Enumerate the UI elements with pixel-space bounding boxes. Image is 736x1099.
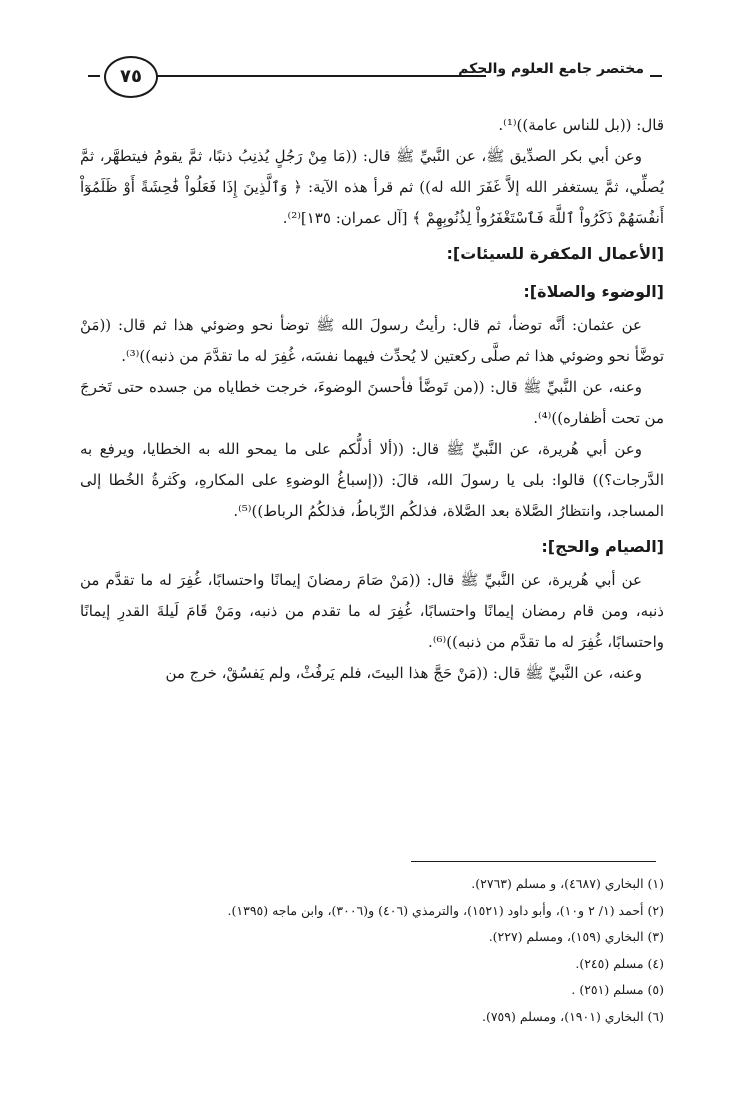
footnote-1: (١) البخاري (٤٦٨٧)، و مسلم (٢٧٦٣). — [471, 876, 664, 891]
paragraph-5: وعن أبي هُريرة، عن النَّبيِّ ﷺ قال: ((ألا أدلُّكم على ما يمحو الله به الخطايا، ويرفع به الدَّرجات؟)) قالوا: بلى يا رسولَ الله، قالَ: ((إسباغُ الوضوءِ على المكارهِ، وكَثرةُ الخُطا إلى المساجد، وانتظارُ الصَّلاة بعد الصَّلاة، فذلكُم الرِّباطُ، فذلكُمُ الرباط))⁽⁵⁾. — [80, 440, 664, 520]
paragraph-6: عن أبي هُريرة، عن النَّبيِّ ﷺ قال: ((مَنْ صَامَ رمضانَ إيمانًا واحتسابًا، غُفِرَ له ما تقدَّم من ذنبه، ومن قام رمضان إيمانًا واحتسابًا، غُفِرَ له ما تقدم من ذنبه، ومَنْ قَامَ لَيلةَ القدرِ إيمانًا واحتسابًا، غُفِرَ له ما تقدَّم من ذنبه))⁽⁶⁾. — [80, 571, 664, 651]
footnote-4: (٤) مسلم (٢٤٥). — [575, 955, 664, 971]
paragraph-2: وعن أبي بكر الصدِّيق ﷺ، عن النَّبيِّ ﷺ قال: ((مَا مِنْ رَجُلٍ يُذنِبُ ذنبًا، ثمَّ يقومُ فيتطهَّر، ثمَّ يُصلِّي، ثمَّ يستغفر الله إلاَّ غَفَرَ الله له)) ثم قرأ هذه الآية: ﴿ وَٱلَّذِينَ إِذَا فَعَلُواْ فَٰحِشَةً أَوْ ظَلَمُوٓاْ أَنفُسَهُمْ ذَكَرُواْ ٱللَّهَ فَٱسْتَغْفَرُواْ لِذُنُوبِهِمْ ﴾ [آل عمران: ١٣٥]⁽²⁾. — [80, 147, 664, 227]
header-dash-left — [88, 75, 100, 77]
running-title: مختصر جامع العلوم والحكم — [458, 61, 644, 77]
footnotes — [80, 871, 664, 1030]
paragraph-3: عن عثمان: أنَّه توضأ، ثم قال: رأيتُ رسولَ الله ﷺ توضأ نحو وضوئي هذا ثم قال: ((مَنْ توضَّأ نحو وضوئي هذا ثم صلَّى ركعتين لا يُحدِّث فيهما نفسَه، غُفِرَ له ما تقدَّمَ من ذنبه))⁽³⁾. — [80, 316, 664, 365]
header-rule — [152, 75, 486, 77]
header-dash-right — [650, 75, 662, 77]
section-heading-expiating-deeds: [الأعمال المكفرة للسيئات]: — [446, 244, 664, 263]
footnote-5: (٥) مسلم (٢٥١) . — [571, 982, 664, 997]
paragraph-1: قال: ((بل للناس عامة))⁽¹⁾. — [498, 116, 664, 134]
paragraph-4: وعنه، عن النَّبيِّ ﷺ قال: ((من تَوضَّأ فأحسنَ الوضوءَ، خرجت خطاياه من جسده حتى تَخرجَ من تحت أظفاره))⁽⁴⁾. — [80, 378, 664, 427]
footnote-2: (٢) أحمد (١/ ٢ و١٠)، وأبو داود (١٥٢١)، والترمذي (٤٠٦) و(٣٠٠٦)، وابن ماجه (١٣٩٥). — [227, 902, 664, 918]
paragraph-7: وعنه، عن النَّبيِّ ﷺ قال: ((مَنْ حَجَّ هذا البيتَ، فلم يَرفُثْ، ولم يَفسُقْ، خرج من — [165, 664, 642, 682]
page-header — [78, 52, 662, 100]
page-number: ٧٥ — [104, 56, 158, 98]
footnote-separator — [411, 861, 656, 862]
footnote-6: (٦) البخاري (١٩٠١)، ومسلم (٧٥٩). — [481, 1008, 664, 1024]
footnote-3: (٣) البخاري (١٥٩)، ومسلم (٢٢٧). — [488, 929, 664, 944]
section-heading-fasting-hajj: [الصيام والحج]: — [541, 537, 664, 556]
section-heading-ablution-prayer: [الوضوء والصلاة]: — [523, 282, 664, 301]
main-text — [80, 110, 664, 689]
